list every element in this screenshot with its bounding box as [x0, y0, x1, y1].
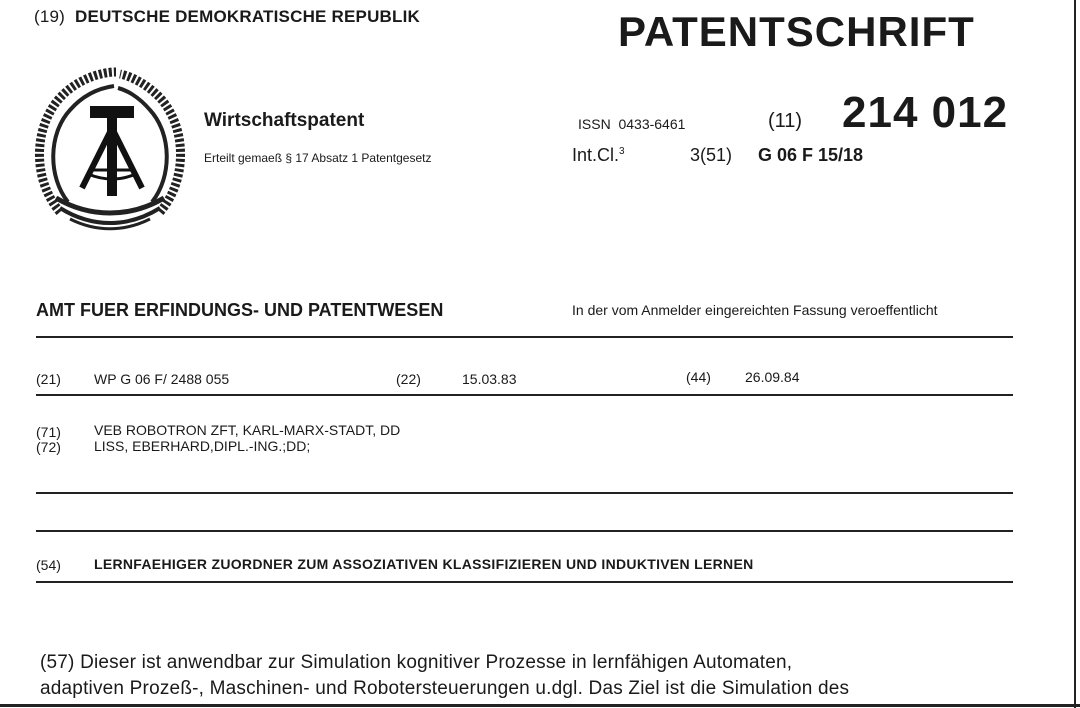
filing-date: 15.03.83 [462, 371, 517, 387]
patent-number: 214 012 [842, 88, 1009, 137]
field-code-21: (21) [36, 371, 61, 387]
patent-type-title: Wirtschaftspatent [204, 110, 365, 131]
abstract-line-2: adaptiven Prozeß-, Maschinen- und Robotersteuerungen u.dgl. Das Ziel ist die Simulation des [40, 678, 850, 699]
field-code-51: 3(51) [690, 145, 733, 165]
field-code-71: (71) [36, 424, 61, 440]
published-note: In der vom Anmelder eingereichten Fassung veroeffentlicht [572, 302, 938, 318]
divider [36, 530, 1013, 532]
divider [36, 492, 1013, 494]
patent-title: LERNFAEHIGER ZUORDNER ZUM ASSOZIATIVEN KLASSIFIZIEREN UND INDUKTIVEN LERNEN [94, 556, 754, 572]
ipc-class: G 06 F 15/18 [758, 145, 864, 165]
field-code-54: (54) [36, 557, 61, 573]
field-code-22: (22) [396, 371, 421, 387]
abstract-line-1: (57) Dieser ist anwendbar zur Simulation kognitiver Prozesse in lernfähigen Automaten, [40, 652, 793, 673]
gdr-state-emblem-icon [30, 62, 190, 238]
country-code: (19) [34, 7, 66, 26]
divider [36, 394, 1013, 396]
field-code-44: (44) [686, 369, 711, 385]
application-number: WP G 06 F/ 2488 055 [94, 371, 230, 387]
page-edge-bottom [0, 704, 1080, 707]
issn-value: 0433-6461 [618, 116, 686, 132]
page-edge-right [1074, 0, 1076, 708]
field-code-11: (11) [768, 110, 803, 132]
patent-type-subtitle: Erteilt gemaeß § 17 Absatz 1 Patentgesetz [204, 151, 432, 165]
divider [36, 581, 1013, 583]
issn [578, 116, 685, 132]
patent-office-name: AMT FUER ERFINDUNGS- UND PATENTWESEN [36, 300, 444, 320]
int-cl-text: Int.Cl. [572, 145, 620, 165]
issn-label: ISSN [578, 116, 611, 132]
country-name: DEUTSCHE DEMOKRATISCHE REPUBLIK [75, 7, 421, 26]
applicant: VEB ROBOTRON ZFT, KARL-MARX-STADT, DD [94, 422, 401, 438]
divider [36, 336, 1013, 338]
int-cl-edition: 3 [619, 146, 625, 157]
country-line [34, 7, 420, 27]
publication-date: 26.09.84 [745, 369, 800, 385]
inventor: LISS, EBERHARD,DIPL.-ING.;DD; [94, 438, 311, 454]
int-cl-label [572, 145, 625, 166]
document-type-title: PATENTSCHRIFT [618, 8, 975, 55]
field-code-72: (72) [36, 439, 61, 455]
